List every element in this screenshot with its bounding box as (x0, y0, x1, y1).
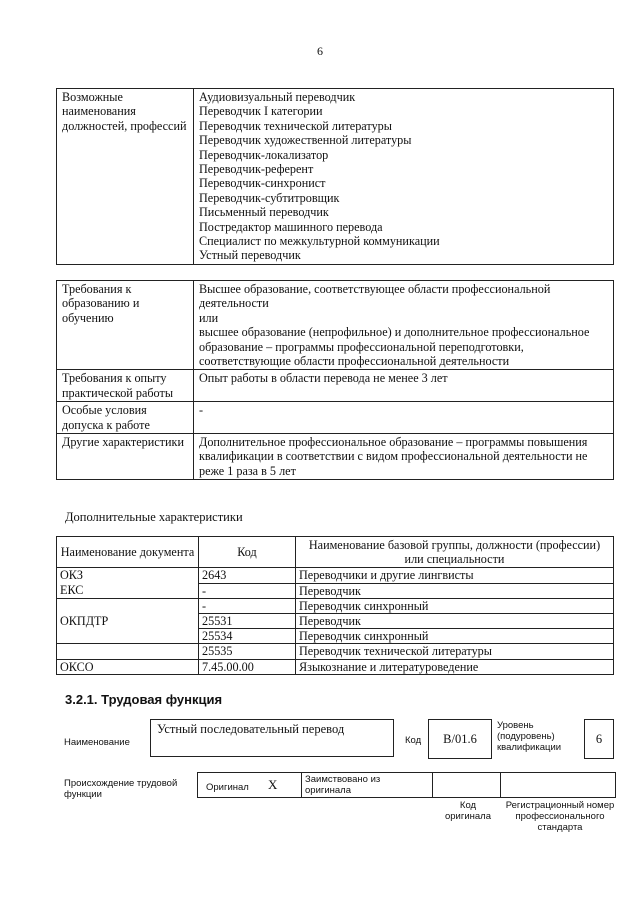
header-code: Код (199, 537, 296, 568)
additional-row (57, 598, 614, 613)
additional-row (57, 568, 614, 583)
position-item: Переводчик художественной литературы (199, 133, 412, 148)
position-item: Переводчик-субтитровщик (199, 190, 340, 205)
requirement-label: Особые условия допуска к работе (57, 402, 194, 434)
additional-code: - (199, 598, 296, 613)
additional-doc: ЕКС (57, 583, 199, 598)
additional-doc: ОКЗ (57, 568, 199, 583)
level-label: Уровень (подуровень) квалификации (497, 720, 562, 753)
requirement-row (57, 370, 614, 402)
additional-row (57, 629, 614, 644)
additional-code: 25534 (199, 629, 296, 644)
header-doc: Наименование документа (57, 537, 199, 568)
requirement-value: Опыт работы в области перевода не менее 3 лет (194, 370, 614, 402)
position-item: Специалист по межкультурной коммуникации (199, 234, 440, 249)
page-number: 6 (317, 44, 323, 58)
requirement-row (57, 402, 614, 434)
additional-name: Переводчик (296, 614, 614, 629)
position-item: Переводчик-локализатор (199, 147, 329, 162)
additional-doc (57, 644, 199, 659)
position-item: Аудиовизуальный переводчик (199, 90, 356, 104)
name-label: Наименование (64, 737, 130, 748)
additional-name: Переводчик технической литературы (296, 644, 614, 659)
additional-table (56, 536, 614, 675)
positions-label: Возможные наименования должностей, профессий (57, 89, 194, 265)
additional-doc: ОКПДТР (57, 614, 199, 629)
additional-name: Переводчик (296, 583, 614, 598)
code-original-cell (433, 773, 501, 797)
additional-row (57, 659, 614, 674)
level-value: 6 (584, 719, 614, 759)
code-label: Код (405, 735, 422, 746)
requirement-value: Дополнительное профессиональное образование – программы повышения квалификации в соответствии с видом профессиональной деятельности не реже 1 раза в 5 лет (194, 434, 614, 480)
positions-table (56, 88, 614, 265)
additional-row (57, 644, 614, 659)
additional-name: Переводчик синхронный (296, 629, 614, 644)
requirement-label: Другие характеристики (57, 434, 194, 480)
additional-name: Переводчик синхронный (296, 598, 614, 613)
requirement-label: Требования к опыту практической работы (57, 370, 194, 402)
borrowed-cell (302, 773, 433, 797)
code-value: B/01.6 (428, 719, 492, 759)
position-item: Переводчик-референт (199, 162, 314, 177)
reg-number-label: Регистрационный номер профессионального стандарта (505, 800, 615, 833)
additional-doc: ОКСО (57, 659, 199, 674)
borrowed-label: Заимствовано из оригинала (305, 774, 381, 796)
requirement-label: Требования к образованию и обучению (57, 281, 194, 370)
origin-row (197, 772, 616, 798)
position-item: Переводчик-синхронист (199, 176, 326, 191)
additional-code: - (199, 583, 296, 598)
name-value: Устный последовательный перевод (150, 719, 394, 757)
additional-doc (57, 629, 199, 644)
position-item: Переводчик технической литературы (199, 118, 392, 133)
position-item: Устный переводчик (199, 248, 301, 263)
code-original-label: Код оригинала (444, 800, 491, 822)
requirements-table (56, 280, 614, 480)
position-item: Письменный переводчик (199, 205, 329, 220)
original-cell (198, 773, 302, 797)
requirement-value: - (194, 402, 614, 434)
section-title: 3.2.1. Трудовая функция (65, 692, 223, 707)
requirement-value: Высшее образование, соответствующее области профессиональной деятельности или высшее образование (непрофильное) и дополнительное профессиональное образование – программы профессиональной переподготовки, соответствующие области профессиональной деятельности (194, 281, 614, 370)
additional-doc (57, 598, 199, 613)
original-label: Оригинал (206, 782, 249, 793)
additional-row (57, 614, 614, 629)
original-mark: X (268, 777, 278, 792)
position-item: Постредактор машинного перевода (199, 219, 383, 234)
position-item: Переводчик I категории (199, 104, 323, 119)
additional-title: Дополнительные характеристики (65, 510, 243, 524)
positions-list (194, 89, 614, 265)
additional-name: Переводчики и другие лингвисты (296, 568, 614, 583)
origin-label: Происхождение трудовой функции (64, 778, 178, 800)
additional-code: 25531 (199, 614, 296, 629)
header-name: Наименование базовой группы, должности (профессии) или специальности (296, 537, 614, 568)
additional-code: 7.45.00.00 (199, 659, 296, 674)
additional-row (57, 583, 614, 598)
additional-name: Языкознание и литературоведение (296, 659, 614, 674)
requirement-row (57, 434, 614, 480)
additional-code: 2643 (199, 568, 296, 583)
requirement-row (57, 281, 614, 370)
additional-code: 25535 (199, 644, 296, 659)
